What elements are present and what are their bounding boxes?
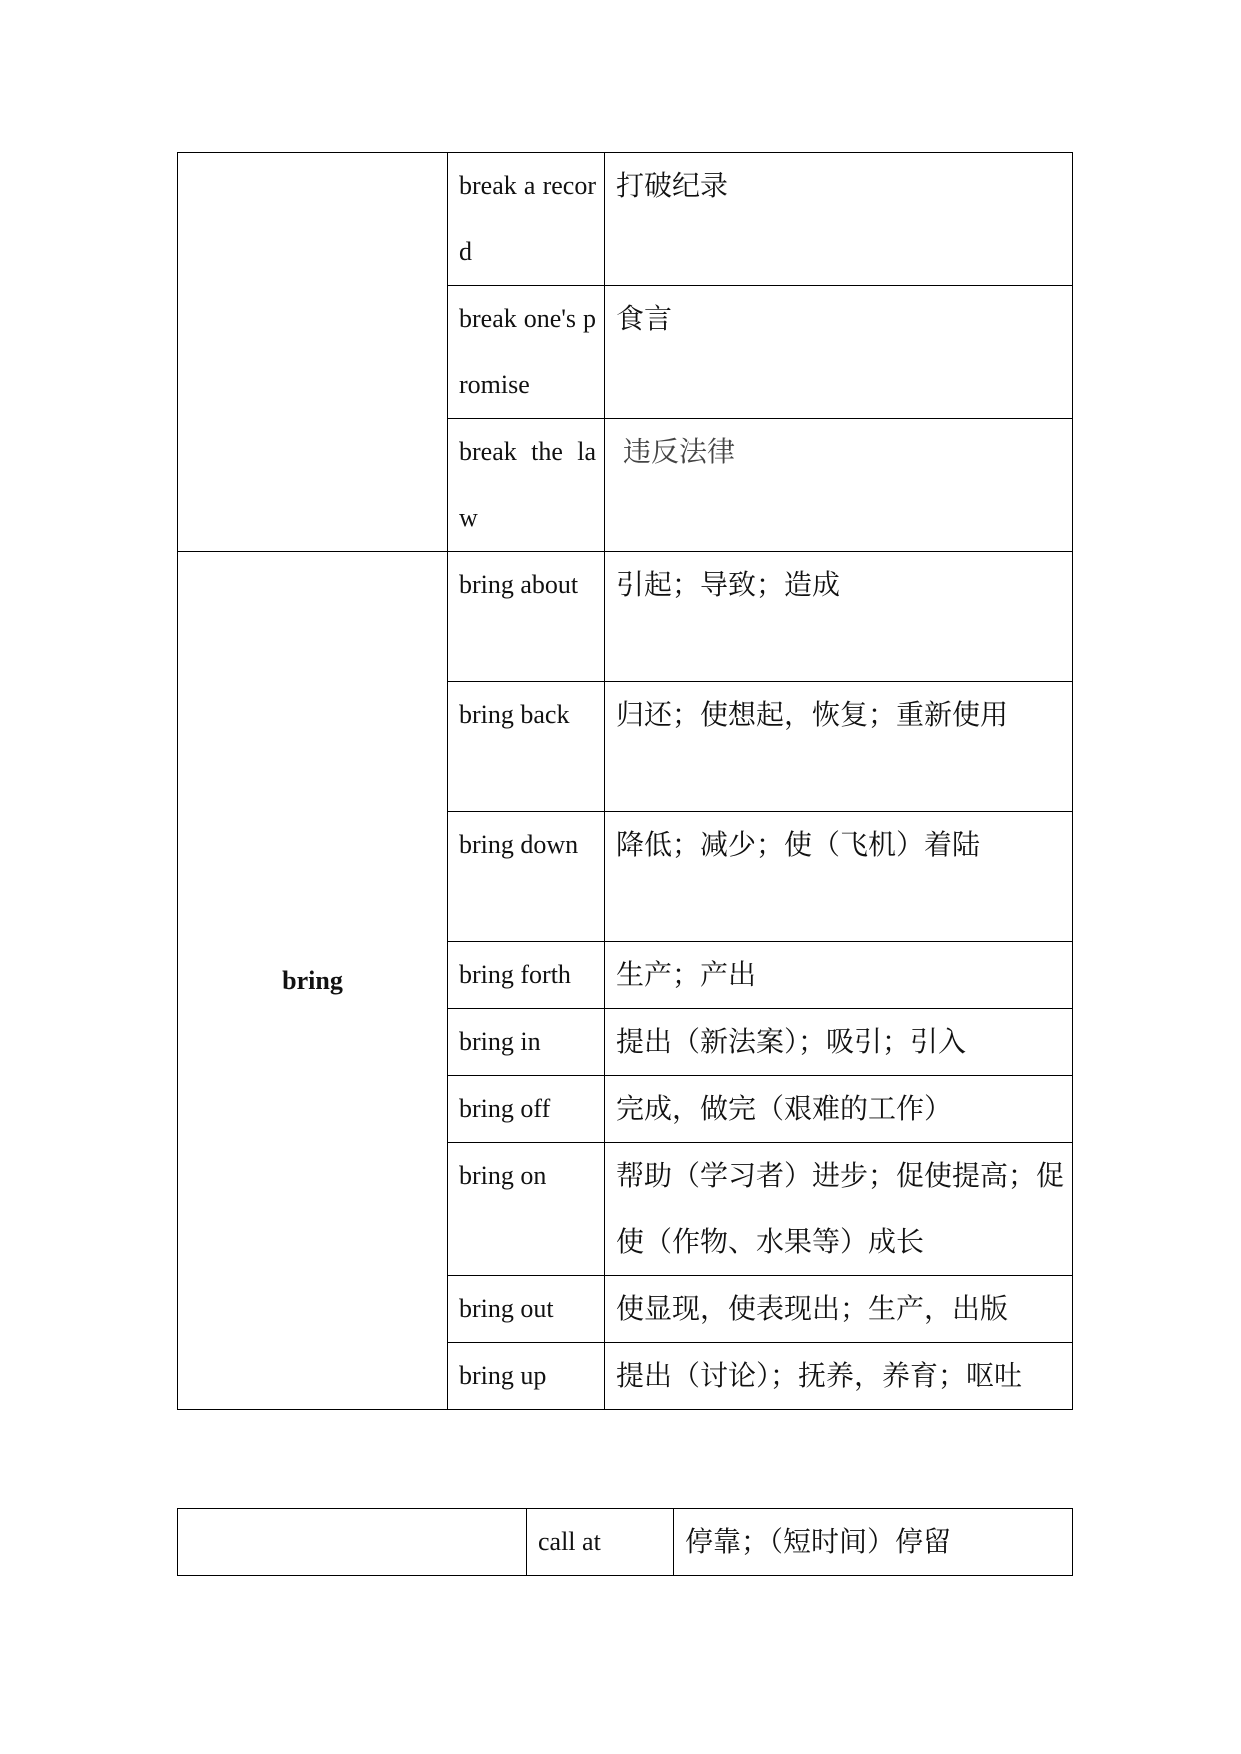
meaning-cell: 停靠；（短时间）停留	[674, 1509, 1073, 1576]
group-head: bring	[282, 965, 343, 995]
meaning-cell: 生产；产出	[605, 942, 1073, 1009]
phrase-cell: call at	[527, 1509, 674, 1576]
meaning-cell: 完成，做完（艰难的工作）	[605, 1076, 1073, 1143]
meaning-cell: 帮助（学习者）进步；促使提高；促使（作物、水果等）成长	[605, 1143, 1073, 1276]
phrase-cell: break the law	[448, 419, 605, 552]
meaning-cell: 使显现，使表现出；生产，出版	[605, 1276, 1073, 1343]
group-head-cell	[178, 1509, 527, 1576]
meaning-cell: 提出（新法案）；吸引；引入	[605, 1009, 1073, 1076]
phrase-cell: bring down	[448, 812, 605, 942]
meaning-cell: 引起；导致；造成	[605, 552, 1073, 682]
meaning-cell: 打破纪录	[605, 153, 1073, 286]
phrase-cell: break a record	[448, 153, 605, 286]
meaning-cell: 违反法律	[605, 419, 1073, 552]
group-head-cell	[178, 153, 448, 552]
meaning-cell: 降低；减少；使（飞机）着陆	[605, 812, 1073, 942]
phrase-cell: bring in	[448, 1009, 605, 1076]
phrase-cell: bring out	[448, 1276, 605, 1343]
table-row	[178, 1509, 1073, 1576]
phrase-cell: bring forth	[448, 942, 605, 1009]
meaning-cell: 归还；使想起，恢复；重新使用	[605, 682, 1073, 812]
table-row	[178, 552, 1073, 682]
table-row	[178, 153, 1073, 286]
meaning-cell: 提出（讨论）；抚养，养育；呕吐	[605, 1343, 1073, 1410]
phrase-cell: bring about	[448, 552, 605, 682]
phrase-table-2	[177, 1508, 1073, 1576]
meaning-cell: 食言	[605, 286, 1073, 419]
group-head-cell	[178, 552, 448, 1410]
phrase-cell: bring off	[448, 1076, 605, 1143]
phrase-cell: bring up	[448, 1343, 605, 1410]
phrase-cell: break one's promise	[448, 286, 605, 419]
phrase-table-1	[177, 152, 1073, 1410]
phrase-cell: bring back	[448, 682, 605, 812]
phrase-cell: bring on	[448, 1143, 605, 1276]
